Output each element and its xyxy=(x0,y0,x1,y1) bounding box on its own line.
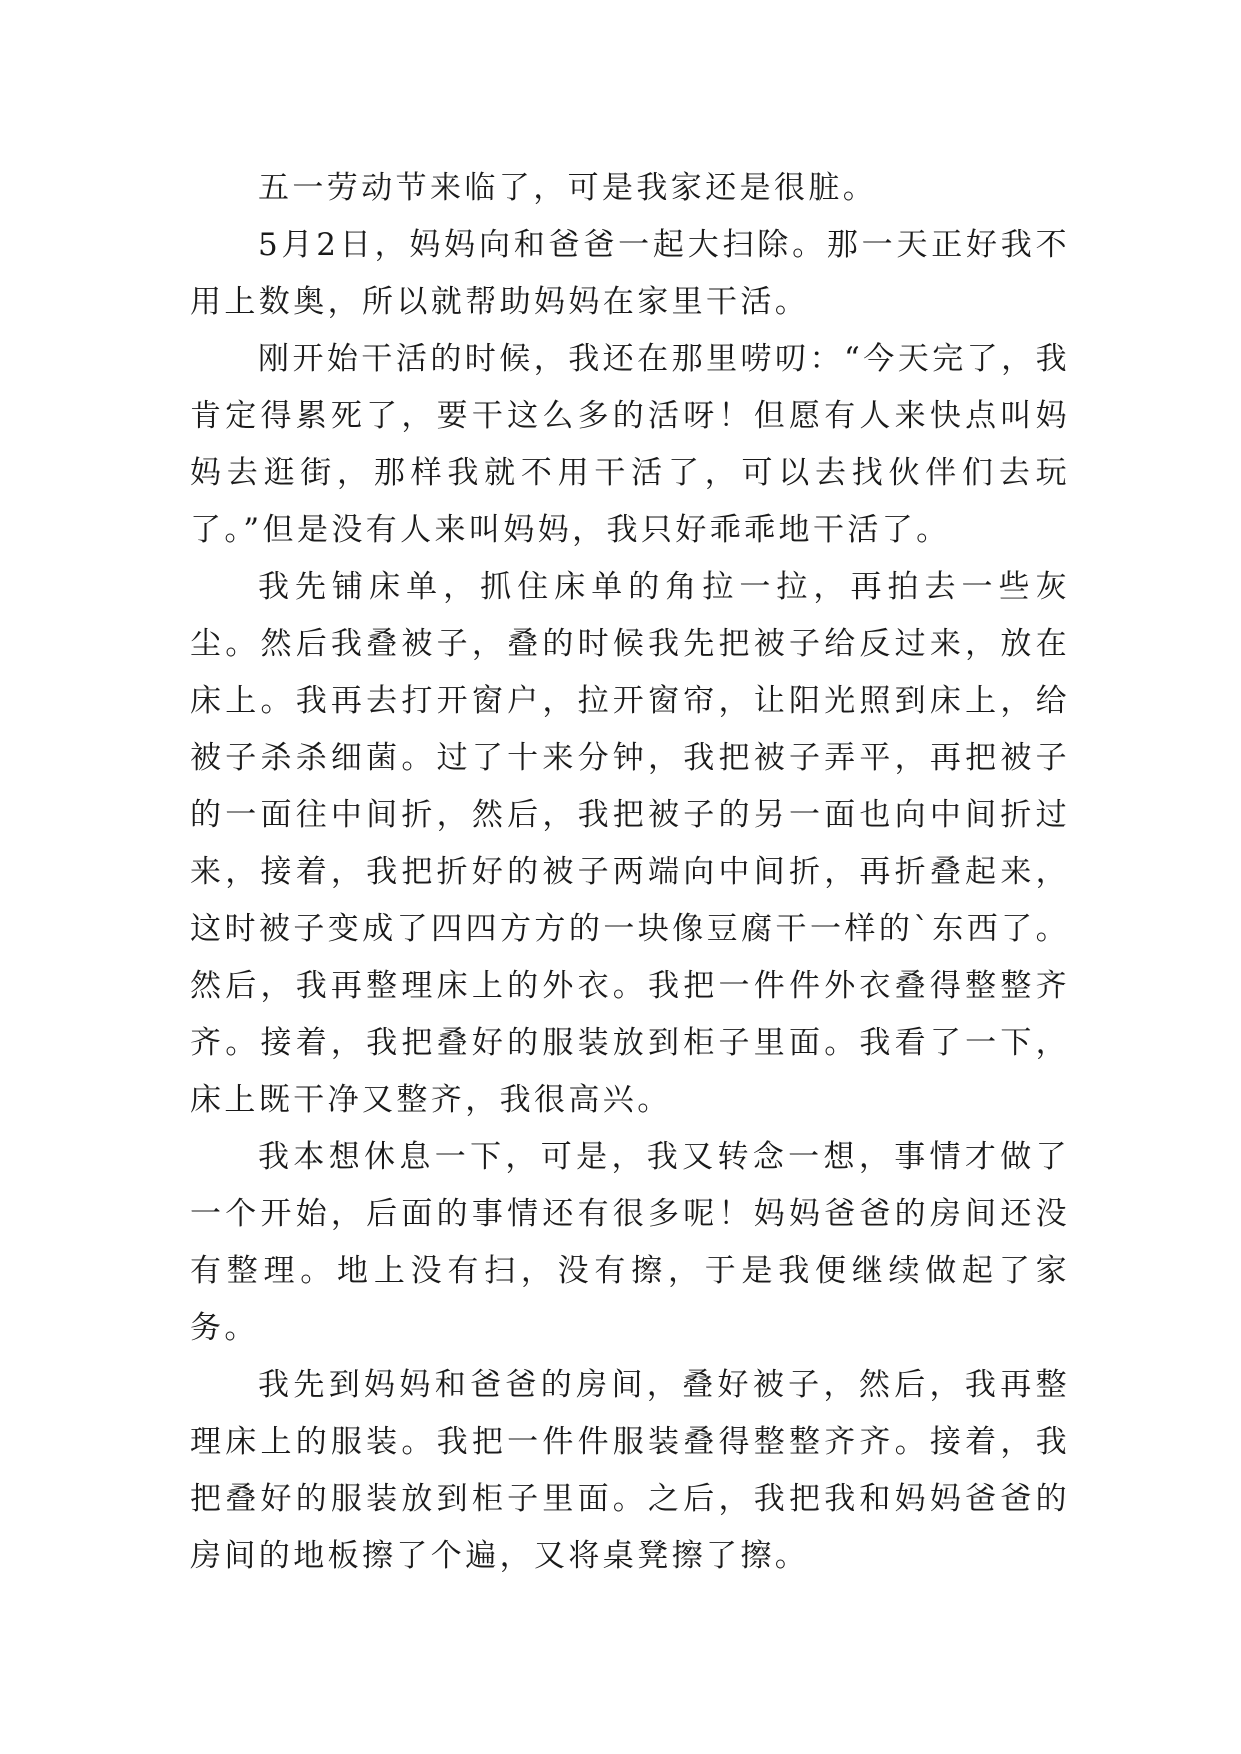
paragraph-1: 五一劳动节来临了，可是我家还是很脏。 xyxy=(258,170,878,206)
paragraph-3: 刚开始干活的时候，我还在那里唠叨：“今天完了，我肯定得累死了，要干这么多的活呀！但愿有人来快点叫妈妈去逛街，那样我就不用干活了，可以去找伙伴们去玩了。”但是没有人来叫妈妈，我只好乖乖地干活了。 xyxy=(190,341,1070,548)
paragraph-6: 我先到妈妈和爸爸的房间，叠好被子，然后，我再整理床上的服装。我把一件件服装叠得整整齐齐。接着，我把叠好的服装放到柜子里面。之后，我把我和妈妈爸爸的房间的地板擦了个遍，又将桌凳擦了擦。 xyxy=(190,1367,1070,1574)
paragraph-2: 5月2日，妈妈向和爸爸一起大扫除。那一天正好我不用上数奥，所以就帮助妈妈在家里干活。 xyxy=(190,227,1070,320)
paragraph-4: 我先铺床单，抓住床单的角拉一拉，再拍去一些灰尘。然后我叠被子，叠的时候我先把被子给反过来，放在床上。我再去打开窗户，拉开窗帘，让阳光照到床上，给被子杀杀细菌。过了十来分钟，我把被子弄平，再把被子的一面往中间折，然后，我把被子的另一面也向中间折过来，接着，我把折好的被子两端向中间折，再折叠起来，这时被子变成了四四方方的一块像豆腐干一样的`东西了。然后，我再整理床上的外衣。我把一件件外衣叠得整整齐齐。接着，我把叠好的服装放到柜子里面。我看了一下，床上既干净又整齐，我很高兴。 xyxy=(190,569,1070,1118)
essay-body xyxy=(190,160,1070,1585)
paragraph-5: 我本想休息一下，可是，我又转念一想，事情才做了一个开始，后面的事情还有很多呢！妈妈爸爸的房间还没有整理。地上没有扫，没有擦，于是我便继续做起了家务。 xyxy=(190,1139,1070,1346)
